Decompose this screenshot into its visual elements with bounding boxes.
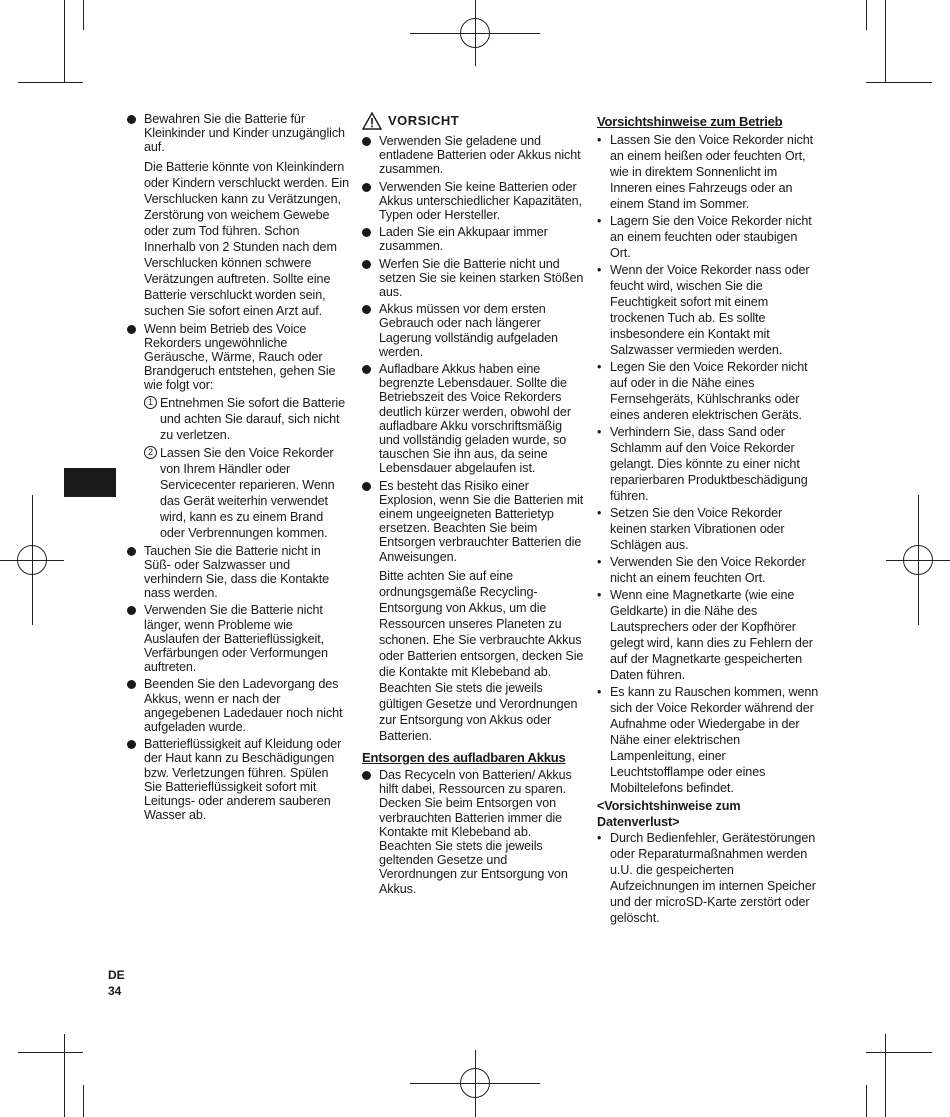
dash-bullet-icon: •	[597, 555, 602, 569]
warning-heading	[362, 112, 584, 130]
dash-item	[597, 424, 819, 504]
dash-item	[597, 359, 819, 423]
bullet-text: Verwenden Sie geladene und entladene Batterien oder Akkus nicht zusammen.	[379, 134, 581, 177]
dash-bullet-icon: •	[597, 506, 602, 520]
dash-item-text: Wenn der Voice Rekorder nass oder feucht wird, wischen Sie die Feuchtigkeit sofort mit einem trockenen Tuch ab. Es sollte insbesondere ein Kontakt mit Salzwasser vermieden werden.	[610, 263, 810, 357]
dash-item-text: Verhindern Sie, dass Sand oder Schlamm auf den Voice Rekorder gelangt. Dies könnte zu einer nicht reparierbaren Produktbeschädigung führen.	[610, 425, 808, 503]
dash-item-text: Legen Sie den Voice Rekorder nicht auf oder in die Nähe eines Fernsehgeräts, Kühlschranks oder eines anderen elektrischen Geräts.	[610, 360, 808, 422]
section-title-disposal: Entsorgen des aufladbaren Akkus	[362, 749, 566, 765]
page-number: 34	[108, 984, 122, 998]
bullet-item	[127, 112, 349, 319]
bullet-icon	[362, 771, 371, 780]
dash-item-text: Durch Bedienfehler, Gerätestörungen oder Reparaturmaßnahmen werden u.U. die gespeicherten Aufzeichnungen im internen Speicher und der microSD-Karte zerstört oder gelöscht.	[610, 831, 816, 925]
dash-bullet-icon: •	[597, 588, 602, 602]
warning-label: VORSICHT	[388, 113, 460, 128]
bullet-item	[362, 768, 584, 896]
bullet-text: Das Recyceln von Batterien/ Akkus hilft dabei, Ressourcen zu sparen. Decken Sie beim Entsorgen von verbrauchten Batterien immer die Kontakte mit Klebeband ab. Beachten Sie stets die jeweils geltenden Gesetze und Verordnungen zur Entsorgung von Akkus.	[379, 767, 572, 896]
bullet-text: Verwenden Sie die Batterie nicht länger, wenn Probleme wie Auslaufen der Batterieflüssigkeit, Verfärbungen oder Verformungen auftreten.	[144, 603, 328, 675]
dash-item-text: Verwenden Sie den Voice Rekorder nicht an einem feuchten Ort.	[610, 555, 806, 585]
dash-bullet-icon: •	[597, 133, 602, 147]
bullet-icon	[362, 228, 371, 237]
bullet-item	[127, 322, 349, 541]
bullet-item	[362, 479, 584, 744]
bullet-item	[362, 302, 584, 359]
bullet-item	[362, 257, 584, 300]
dash-item-text: Es kann zu Rauschen kommen, wenn sich der Voice Rekorder während der Aufnahme oder Wiedergabe in der Nähe einer elektrischen Lampenleitung, einer Leuchtstofflampe oder eines Mobiltelefons befindet.	[610, 685, 819, 795]
bullet-detail-paragraph: Bitte achten Sie auf eine ordnungsgemäße Recycling-Entsorgung von Akkus, um die Ressourcen unseres Planeten zu schonen. Ehe Sie verbrauchte Akkus oder Batterien entsorgen, decken Sie die Kontakte mit Klebeband ab. Beachten Sie stets die jeweils gültigen Gesetze und Verordnungen zur Entsorgung von Akkus oder Batterien.	[379, 568, 584, 743]
numbered-step	[144, 395, 349, 443]
dash-bullet-icon: •	[597, 425, 602, 439]
page-language: DE	[108, 968, 125, 982]
bullet-text: Es besteht das Risiko einer Explosion, wenn Sie die Batterien mit einem ungeeigneten Batterietyp ersetzen. Beachten Sie beim Entsorgen verbrauchter Batterien die Anweisungen.	[379, 478, 584, 564]
step-text: Lassen Sie den Voice Rekorder von Ihrem Händler oder Servicecenter reparieren. Wenn das Gerät weiterhin verwendet wird, kann es zu einem Brand oder Verbrennungen kommen.	[160, 445, 335, 540]
bullet-item	[362, 225, 584, 253]
bullet-text: Akkus müssen vor dem ersten Gebrauch oder nach längerer Lagerung vollständig aufgeladen werden.	[379, 302, 558, 359]
dash-item-text: Lagern Sie den Voice Rekorder nicht an einem feuchten oder staubigen Ort.	[610, 214, 812, 260]
column-2	[362, 112, 584, 899]
dash-item-text: Setzen Sie den Voice Rekorder keinen starken Vibrationen oder Schlägen aus.	[610, 506, 785, 552]
warning-triangle-icon	[362, 112, 382, 130]
step-number: 2	[144, 446, 157, 459]
dash-item	[597, 505, 819, 553]
step-number: 1	[144, 396, 157, 409]
bullet-item	[127, 603, 349, 674]
bullet-text: Tauchen Sie die Batterie nicht in Süß- oder Salzwasser und verhindern Sie, dass die Kontakte nass werden.	[144, 543, 330, 601]
dash-bullet-icon: •	[597, 685, 602, 699]
dash-item	[597, 830, 819, 926]
bullet-icon	[362, 365, 371, 374]
dash-item	[597, 587, 819, 683]
numbered-step	[144, 445, 349, 541]
column-1	[127, 112, 349, 825]
dash-item	[597, 262, 819, 358]
dash-bullet-icon: •	[597, 360, 602, 374]
bullet-icon	[362, 482, 371, 491]
column-3	[597, 112, 819, 927]
step-text: Entnehmen Sie sofort die Batterie und achten Sie darauf, sich nicht zu verletzen.	[160, 395, 346, 442]
bullet-text: Werfen Sie die Batterie nicht und setzen Sie sie keinen starken Stößen aus.	[379, 256, 584, 300]
dash-item	[597, 213, 819, 261]
dash-item-text: Wenn eine Magnetkarte (wie eine Geldkarte) in die Nähe des Lautsprechers oder der Kopfhörer gelegt wird, kann dies zu Fehlern der auf der Magnetkarte gespeicherten Daten führen.	[610, 588, 813, 682]
dash-item	[597, 132, 819, 212]
bullet-detail-paragraph: Die Batterie könnte von Kleinkindern oder Kindern verschluckt werden. Ein Verschlucken kann zu Verätzungen, Zerstörung von weichem Gewebe oder zum Tod führen. Schon Innerhalb von 2 Stunden nach dem Verschlucken können schwere Verätzungen auftreten. Sollte eine Batterie verschluckt worden sein, suchen Sie sofort einen Arzt auf.	[144, 159, 350, 318]
bullet-item	[127, 737, 349, 822]
bullet-item	[127, 677, 349, 734]
bullet-icon	[127, 606, 136, 615]
bullet-icon	[127, 325, 136, 334]
bullet-icon	[362, 260, 371, 269]
bullet-text: Batterieflüssigkeit auf Kleidung oder der Haut kann zu Beschädigungen bzw. Verletzungen führen. Spülen Sie Batterieflüssigkeit sofort mit Leitungs- oder anderem sauberen Wasser ab.	[144, 737, 342, 823]
bullet-text: Bewahren Sie die Batterie für Kleinkinder und Kinder unzugänglich auf.	[144, 112, 345, 155]
bullet-icon	[127, 740, 136, 749]
bullet-item	[362, 180, 584, 223]
bullet-text: Aufladbare Akkus haben eine begrenzte Lebensdauer. Sollte die Betriebszeit des Voice Rekorders deutlich kürzer werden, obwohl der aufladbare Akku vorschriftsmäßig und vollständig geladen wurde, so tauschen Sie ihn aus, da seine Lebensdauer abgelaufen ist.	[379, 362, 571, 476]
subheading-data-loss: <Vorsichtshinweise zum Datenverlust>	[597, 799, 741, 829]
dash-bullet-icon: •	[597, 214, 602, 228]
bullet-icon	[127, 547, 136, 556]
section-tab-marker	[64, 468, 116, 497]
bullet-text: Laden Sie ein Akkupaar immer zusammen.	[379, 225, 548, 254]
section-title-operation: Vorsichtshinweise zum Betrieb	[597, 114, 783, 129]
bullet-item	[362, 134, 584, 177]
bullet-item	[362, 362, 584, 476]
bullet-icon	[362, 137, 371, 146]
bullet-icon	[127, 115, 136, 124]
bullet-text: Wenn beim Betrieb des Voice Rekorders ungewöhnliche Geräusche, Wärme, Rauch oder Brandgeruch entstehen, gehen Sie wie folgt vor:	[144, 321, 336, 393]
dash-bullet-icon: •	[597, 831, 602, 845]
bullet-icon	[127, 680, 136, 689]
dash-item-text: Lassen Sie den Voice Rekorder nicht an einem heißen oder feuchten Ort, wie in direktem Sonnenlicht im Inneren eines Fahrzeugs oder an einem Stand im Sommer.	[610, 133, 814, 211]
bullet-icon	[362, 183, 371, 192]
bullet-icon	[362, 305, 371, 314]
bullet-text: Verwenden Sie keine Batterien oder Akkus unterschiedlicher Kapazitäten, Typen oder Hersteller.	[379, 179, 582, 223]
page-footer	[108, 967, 125, 999]
bullet-text: Beenden Sie den Ladevorgang des Akkus, wenn er nach der angegebenen Ladedauer noch nicht aufgeladen wurde.	[144, 677, 343, 735]
bullet-item	[127, 544, 349, 601]
dash-item	[597, 684, 819, 796]
dash-bullet-icon: •	[597, 263, 602, 277]
dash-item	[597, 554, 819, 586]
